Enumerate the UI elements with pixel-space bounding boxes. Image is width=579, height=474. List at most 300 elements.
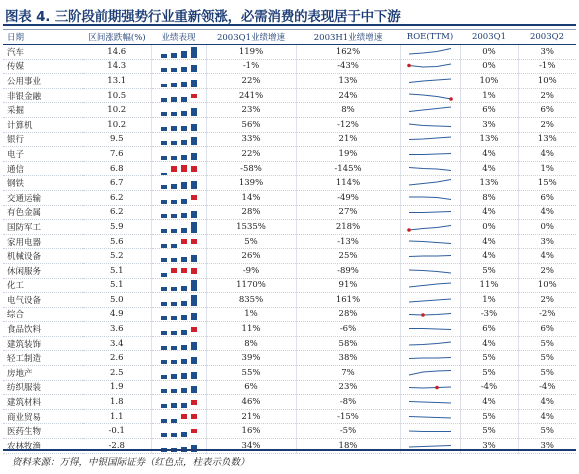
h1-growth: 38% [296,351,400,366]
q1-growth: 1535% [206,220,296,235]
h1-growth: -12% [296,117,400,132]
positive-bar [181,257,187,262]
table-body [3,45,576,454]
period-change: 5.6 [83,234,151,249]
positive-bar [161,360,167,364]
period-change: -0.1 [83,424,151,439]
industry-name: 采掘 [3,103,83,118]
positive-bar [171,419,177,423]
industry-name: 有色金属 [3,205,83,220]
industry-name: 家用电器 [3,234,83,249]
positive-bar [171,389,177,393]
negative-bar [171,166,177,172]
period-change: 2.5 [83,366,151,381]
q1-growth: 14% [206,190,296,205]
q1-growth: 22% [206,147,296,162]
period-change: 4.9 [83,307,151,322]
roe-sparkline [400,117,460,132]
positive-bar [191,137,197,145]
table-row [3,322,576,337]
positive-bar [181,111,187,116]
roe-q2: -1% [518,59,576,74]
q1-growth: 56% [206,117,296,132]
positive-bar [171,244,177,248]
industry-name: 综合 [3,307,83,322]
sparkline-line [409,212,451,213]
col-date: 日期 [3,30,83,45]
q1-growth: 28% [206,205,296,220]
industry-table [3,29,576,454]
positive-bar [161,404,167,408]
roe-q1: 8% [460,190,518,205]
positive-bar [171,68,177,72]
performance-bars [151,176,206,191]
sparkline [405,381,455,393]
roe-q2: 2% [518,293,576,308]
positive-bar [171,83,177,87]
positive-bar [161,316,167,320]
h1-growth: -145% [296,161,400,176]
roe-q1: 3% [460,439,518,454]
roe-q2: 6% [518,322,576,337]
performance-bars [151,88,206,103]
negative-bar [181,239,187,244]
col-h1-growth: 2003H1业绩增速 [296,30,400,45]
negative-bar [191,239,197,244]
positive-bar [181,155,187,160]
period-change: 1.1 [83,409,151,424]
performance-bars [151,351,206,366]
industry-name: 电子 [3,147,83,162]
table-row [3,74,576,89]
sparkline-line [409,387,451,388]
performance-bars [151,293,206,308]
h1-growth: 58% [296,336,400,351]
industry-name: 汽车 [3,45,83,60]
h1-growth: 162% [296,45,400,60]
roe-q2: 3% [518,234,576,249]
bar-group [152,60,206,72]
positive-bar [161,389,167,393]
col-roe: ROE(TTM) [400,30,460,45]
sparkline [405,323,455,335]
roe-q2: 5% [518,424,576,439]
positive-bar [171,97,177,102]
performance-bars [151,278,206,293]
h1-growth: 21% [296,132,400,147]
q1-growth: 11% [206,322,296,337]
roe-q2: 4% [518,205,576,220]
bar-group [152,381,206,393]
roe-sparkline [400,278,460,293]
table-row [3,336,576,351]
performance-bars [151,336,206,351]
sparkline-line [409,180,451,186]
positive-bar [171,302,177,306]
h1-growth: 161% [296,293,400,308]
performance-bars [151,59,206,74]
sparkline [405,250,455,262]
performance-bars [151,220,206,235]
bar-group [152,148,206,160]
q1-growth: 1% [206,307,296,322]
period-change: 1.9 [83,380,151,395]
period-change: 13.1 [83,74,151,89]
positive-bar [171,53,177,58]
positive-bar [171,200,177,204]
positive-bar [191,357,197,364]
positive-bar [181,199,187,204]
sparkline [405,104,455,116]
roe-sparkline [400,234,460,249]
bar-group [152,265,206,277]
negative-bar [181,268,187,273]
positive-bar [181,315,187,320]
positive-bar [191,153,197,160]
performance-bars [151,307,206,322]
sparkline [405,133,455,145]
positive-bar [171,316,177,320]
positive-bar [161,273,167,277]
sparkline [405,294,455,306]
negative-bar [191,414,197,419]
industry-name: 商业贸易 [3,409,83,424]
bar-group [152,308,206,320]
positive-bar [171,184,177,189]
sparkline-line [409,445,451,447]
period-change: 7.6 [83,147,151,162]
positive-bar [161,346,167,350]
h1-growth: -43% [296,59,400,74]
roe-q1: 11% [460,278,518,293]
roe-q2: 0% [518,220,576,235]
roe-q1: 4% [460,161,518,176]
positive-bar [191,372,197,379]
table-row [3,176,576,191]
roe-q1: -3% [460,307,518,322]
q1-growth: 241% [206,88,296,103]
industry-name: 电气设备 [3,293,83,308]
sparkline [405,396,455,408]
roe-q1: 5% [460,263,518,278]
positive-bar [181,330,187,335]
col-roe-q2: 2003Q2 [518,30,576,45]
industry-name: 纺织服装 [3,380,83,395]
positive-bar [191,181,197,189]
sparkline-line [409,256,451,257]
positive-bar [181,82,187,87]
h1-growth: 27% [296,205,400,220]
source-note: 资料来源：万得，中银国际证券（红色点，柱表示负数） [12,457,250,468]
bar-group [152,119,206,131]
h1-growth: -6% [296,322,400,337]
positive-bar [161,229,167,233]
q1-growth: 835% [206,293,296,308]
positive-bar [171,403,177,408]
positive-bar [171,141,177,145]
period-change: 1.8 [83,395,151,410]
roe-q1: -4% [460,380,518,395]
performance-bars [151,395,206,410]
q1-growth: 26% [206,249,296,264]
period-change: 10.2 [83,117,151,132]
roe-q2: 10% [518,74,576,89]
industry-name: 房地产 [3,366,83,381]
bar-group [152,104,206,116]
sparkline [405,75,455,87]
positive-bar [161,331,167,335]
negative-bar [181,414,187,419]
positive-bar [161,84,167,87]
sparkline [405,90,455,102]
industry-name: 计算机 [3,117,83,132]
bar-group [152,221,206,233]
positive-bar [161,244,167,248]
roe-q1: 1% [460,88,518,103]
positive-bar [181,388,187,393]
sparkline [405,425,455,437]
roe-q2: 13% [518,132,576,147]
bar-group [152,425,206,437]
positive-bar [171,346,177,350]
q1-growth: 21% [206,409,296,424]
roe-q1: 0% [460,220,518,235]
performance-bars [151,205,206,220]
roe-sparkline [400,351,460,366]
roe-sparkline [400,336,460,351]
roe-q1: 4% [460,205,518,220]
q1-growth: -58% [206,161,296,176]
roe-sparkline [400,220,460,235]
table-row [3,190,576,205]
col-change: 区间涨跌幅(%) [83,30,151,45]
positive-bar [181,67,187,72]
period-change: 5.2 [83,249,151,264]
roe-q2: 3% [518,439,576,454]
positive-bar [181,373,187,379]
performance-bars [151,409,206,424]
h1-growth: 13% [296,74,400,89]
performance-bars [151,366,206,381]
bar-group [152,352,206,364]
positive-bar [181,286,187,291]
roe-q1: 6% [460,322,518,337]
positive-bar [191,280,197,291]
period-change: 3.6 [83,322,151,337]
table-row [3,88,576,103]
roe-sparkline [400,395,460,410]
sparkline [405,192,455,204]
sparkline [405,308,455,320]
table-row [3,409,576,424]
industry-name: 非银金融 [3,88,83,103]
table-row [3,59,576,74]
table-row [3,103,576,118]
sparkline-line [409,402,451,404]
bar-group [152,323,206,335]
sparkline-line [409,241,451,244]
roe-q2: 1% [518,161,576,176]
table-row [3,234,576,249]
table-row [3,293,576,308]
positive-bar [191,255,197,262]
roe-q2: 2% [518,263,576,278]
h1-growth: 8% [296,103,400,118]
performance-bars [151,380,206,395]
industry-name: 公用事业 [3,74,83,89]
roe-sparkline [400,205,460,220]
roe-q2: 4% [518,249,576,264]
roe-q1: 5% [460,351,518,366]
table-row [3,263,576,278]
performance-bars [151,424,206,439]
roe-q1: 4% [460,147,518,162]
negative-bar [191,327,197,332]
roe-q2: -4% [518,380,576,395]
roe-sparkline [400,190,460,205]
roe-q2: 15% [518,176,576,191]
positive-bar [181,140,187,145]
bar-group [152,133,206,145]
bar-group [152,250,206,262]
performance-bars [151,103,206,118]
col-performance: 业绩表现 [151,30,206,45]
h1-growth: 114% [296,176,400,191]
h1-growth: -8% [296,395,400,410]
period-change: 5.9 [83,220,151,235]
sparkline-line [409,342,451,345]
performance-bars [151,132,206,147]
h1-growth: 218% [296,220,400,235]
industry-name: 医药生物 [3,424,83,439]
positive-bar [171,112,177,116]
period-change: 14.3 [83,59,151,74]
sparkline-line [409,48,451,54]
roe-sparkline [400,103,460,118]
sparkline-line [409,283,451,287]
table-row [3,132,576,147]
positive-bar [161,375,167,379]
roe-sparkline [400,74,460,89]
h1-growth: -13% [296,234,400,249]
bar-group [152,396,206,408]
sparkline-line [409,370,451,375]
negative-bar [191,429,197,433]
sparkline [405,163,455,175]
roe-q2: 10% [518,278,576,293]
sparkline-line [409,416,451,418]
q1-growth: -9% [206,263,296,278]
roe-q2: -2% [518,307,576,322]
table-row [3,147,576,162]
roe-q1: 5% [460,366,518,381]
positive-bar [171,360,177,364]
positive-bar [171,433,177,437]
roe-sparkline [400,380,460,395]
positive-bar [171,374,177,379]
period-change: 10.5 [83,88,151,103]
positive-bar [191,211,197,218]
positive-bar [191,313,197,320]
sparkline-line [409,107,451,112]
positive-bar [181,345,187,350]
industry-name: 轻工制造 [3,351,83,366]
positive-bar [191,65,197,72]
industry-name: 食品饮料 [3,322,83,337]
sparkline [405,119,455,131]
sparkline-line [409,225,451,230]
period-change: 3.4 [83,336,151,351]
sparkline [405,338,455,350]
h1-growth: 23% [296,380,400,395]
q1-growth: -1% [206,59,296,74]
roe-q2: 3% [518,45,576,60]
table-row [3,366,576,381]
positive-bar [161,200,167,204]
industry-name: 化工 [3,278,83,293]
h1-growth: -5% [296,424,400,439]
roe-sparkline [400,59,460,74]
sparkline [405,60,455,72]
positive-bar [161,127,167,131]
h1-growth: 24% [296,88,400,103]
positive-bar [161,156,167,160]
period-change: -2.8 [83,439,151,454]
table-row [3,220,576,235]
performance-bars [151,190,206,205]
industry-name: 通信 [3,161,83,176]
table-row [3,351,576,366]
roe-q1: 4% [460,336,518,351]
performance-bars [151,117,206,132]
figure-title-bar [3,2,576,26]
roe-q1: 10% [460,74,518,89]
bar-group [152,46,206,58]
positive-bar [161,419,167,423]
industry-name: 交通运输 [3,190,83,205]
positive-bar [181,51,187,58]
bar-group [152,177,206,189]
sparkline-line [409,94,451,99]
table-row [3,307,576,322]
positive-bar [181,182,187,189]
roe-q2: 5% [518,351,576,366]
period-change: 6.7 [83,176,151,191]
roe-sparkline [400,132,460,147]
footer-rule [3,449,576,451]
q1-growth: 55% [206,366,296,381]
negative-bar [191,268,197,274]
q1-growth: 34% [206,439,296,454]
sparkline-line [409,358,451,359]
bar-group [152,279,206,291]
h1-growth: -89% [296,263,400,278]
industry-name: 农林牧渔 [3,439,83,454]
bar-group [152,411,206,423]
roe-q1: 5% [460,409,518,424]
roe-q2: 4% [518,409,576,424]
roe-sparkline [400,249,460,264]
sparkline-line [409,137,451,140]
q1-growth: 22% [206,74,296,89]
period-change: 6.2 [83,190,151,205]
bar-group [152,294,206,306]
figure-title: 图表 4. 三阶段前期强势行业重新领涨，必需消费的表现居于中下游 [5,9,401,25]
positive-bar [171,258,177,262]
sparkline [405,411,455,423]
roe-sparkline [400,409,460,424]
negative-bar [171,268,177,273]
